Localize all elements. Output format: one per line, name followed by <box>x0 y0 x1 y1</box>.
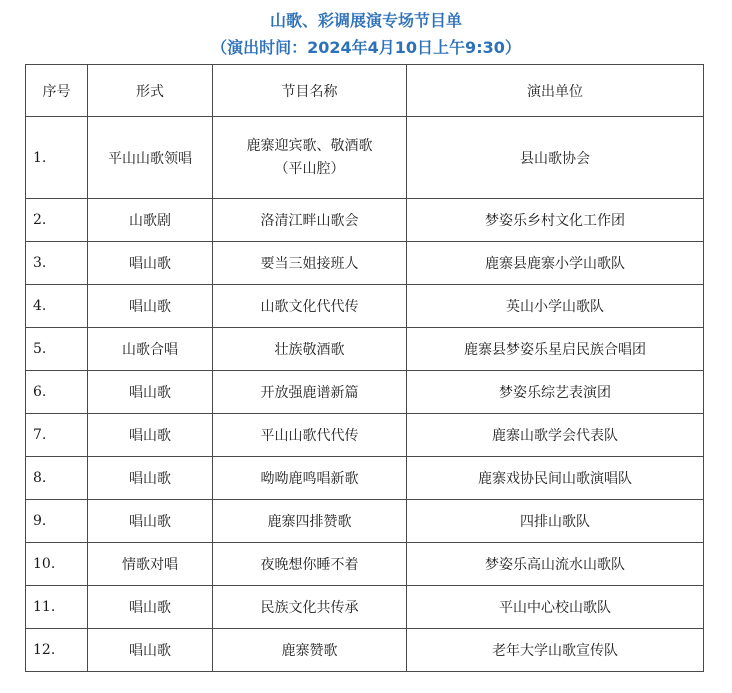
table-row <box>26 371 704 414</box>
row-performer: 鹿寨戏协民间山歌演唱队 <box>407 457 704 500</box>
row-program-name: 要当三姐接班人 <box>213 242 407 285</box>
row-number: 6. <box>26 371 88 414</box>
table-row <box>26 117 704 199</box>
table-row <box>26 586 704 629</box>
row-form: 山歌剧 <box>88 199 213 242</box>
row-program-name: 壮族敬酒歌 <box>213 328 407 371</box>
row-program-name <box>213 117 407 199</box>
row-number: 2. <box>26 199 88 242</box>
row-program-name: 山歌文化代代传 <box>213 285 407 328</box>
row-form: 唱山歌 <box>88 285 213 328</box>
row-form: 平山山歌领唱 <box>88 117 213 199</box>
row-form: 情歌对唱 <box>88 543 213 586</box>
row-performer: 英山小学山歌队 <box>407 285 704 328</box>
row-program-name: 夜晚想你睡不着 <box>213 543 407 586</box>
row-performer: 梦姿乐高山流水山歌队 <box>407 543 704 586</box>
program-name-main: 鹿寨迎宾歌、敬酒歌 <box>246 137 373 154</box>
performance-time: （演出时间：2024年4月10日上午9:30） <box>211 38 521 57</box>
header-program-name: 节目名称 <box>213 65 407 117</box>
table-row <box>26 285 704 328</box>
table-row <box>26 328 704 371</box>
row-number: 7. <box>26 414 88 457</box>
table-row <box>26 199 704 242</box>
table-row <box>26 457 704 500</box>
row-program-name: 民族文化共传承 <box>213 586 407 629</box>
row-program-name: 平山山歌代代传 <box>213 414 407 457</box>
row-performer: 老年大学山歌宣传队 <box>407 629 704 672</box>
row-number: 1. <box>26 117 88 199</box>
row-form: 山歌合唱 <box>88 328 213 371</box>
program-name-sub: （平山腔） <box>274 160 345 177</box>
table-row <box>26 543 704 586</box>
row-number: 3. <box>26 242 88 285</box>
row-performer: 鹿寨县鹿寨小学山歌队 <box>407 242 704 285</box>
row-program-name: 鹿寨四排赞歌 <box>213 500 407 543</box>
header-form: 形式 <box>88 65 213 117</box>
row-program-name: 开放强鹿谱新篇 <box>213 371 407 414</box>
header-performer: 演出单位 <box>407 65 704 117</box>
table-row <box>26 414 704 457</box>
row-performer: 梦姿乐乡村文化工作团 <box>407 199 704 242</box>
row-form: 唱山歌 <box>88 629 213 672</box>
row-number: 8. <box>26 457 88 500</box>
row-program-name: 呦呦鹿鸣唱新歌 <box>213 457 407 500</box>
row-form: 唱山歌 <box>88 457 213 500</box>
row-performer: 鹿寨县梦姿乐星启民族合唱团 <box>407 328 704 371</box>
row-program-name: 洛清江畔山歌会 <box>213 199 407 242</box>
row-number: 9. <box>26 500 88 543</box>
row-number: 5. <box>26 328 88 371</box>
row-number: 4. <box>26 285 88 328</box>
row-performer: 鹿寨山歌学会代表队 <box>407 414 704 457</box>
table-row <box>26 242 704 285</box>
header-number: 序号 <box>26 65 88 117</box>
row-number: 10. <box>26 543 88 586</box>
table-row <box>26 629 704 672</box>
row-form: 唱山歌 <box>88 414 213 457</box>
row-form: 唱山歌 <box>88 242 213 285</box>
program-table <box>25 64 704 672</box>
page-title: 山歌、彩调展演专场节目单 <box>269 11 462 30</box>
row-number: 12. <box>26 629 88 672</box>
row-performer: 梦姿乐综艺表演团 <box>407 371 704 414</box>
table-row <box>26 500 704 543</box>
table-header-row <box>26 65 704 117</box>
row-form: 唱山歌 <box>88 586 213 629</box>
row-performer: 四排山歌队 <box>407 500 704 543</box>
row-performer: 县山歌协会 <box>407 117 704 199</box>
row-program-name: 鹿寨赞歌 <box>213 629 407 672</box>
row-number: 11. <box>26 586 88 629</box>
row-form: 唱山歌 <box>88 500 213 543</box>
row-form: 唱山歌 <box>88 371 213 414</box>
row-performer: 平山中心校山歌队 <box>407 586 704 629</box>
